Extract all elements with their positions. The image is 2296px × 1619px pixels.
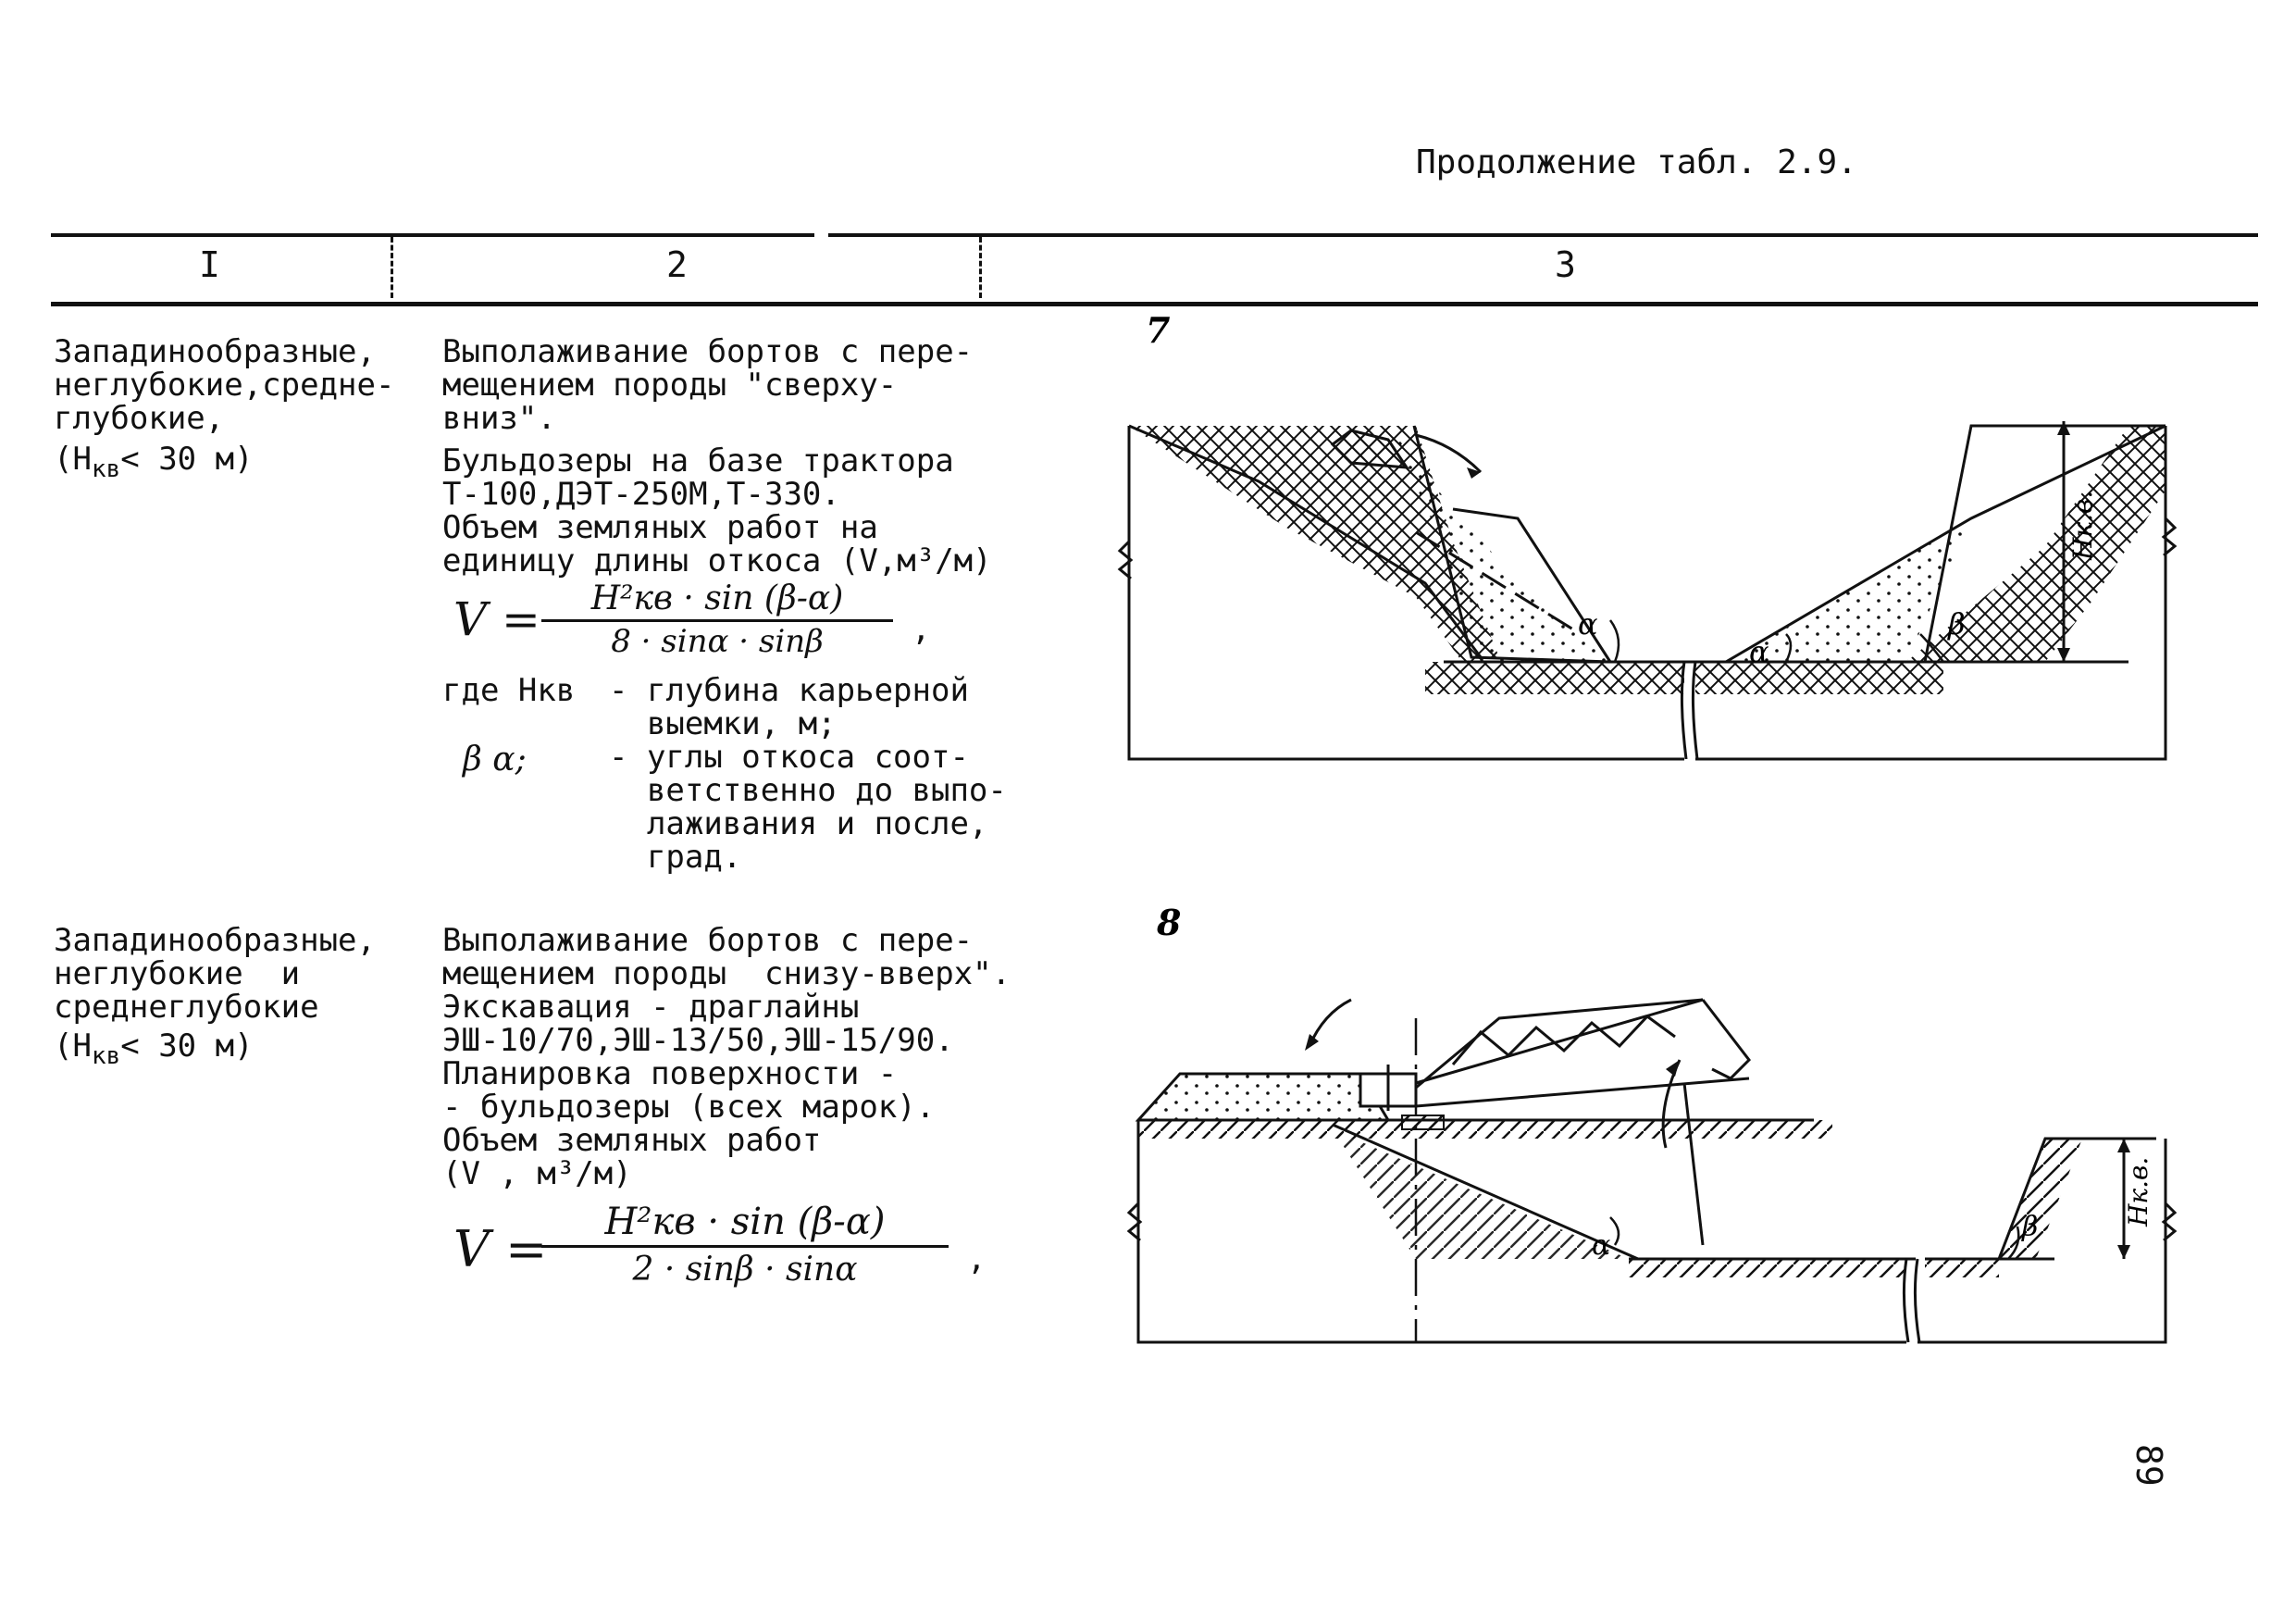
row1-type-line: глубокие, bbox=[54, 400, 225, 437]
figure-7-alpha-right: α bbox=[1749, 634, 1769, 669]
figure-8-diagram bbox=[1111, 898, 2295, 1361]
table-continuation-title: Продолжение табл. 2.9. bbox=[1416, 143, 1857, 181]
row2-formula-denominator: 2 · sinβ · sinα bbox=[632, 1251, 858, 1289]
figure-8-height-label: Нк.в. bbox=[2123, 1156, 2153, 1227]
row1-formula-fraction bbox=[541, 579, 893, 661]
column-header-1: I bbox=[199, 244, 220, 285]
column-divider bbox=[979, 237, 982, 298]
row1-type-line: неглубокие,средне- bbox=[54, 367, 395, 404]
row2-condition: ($H_{кв}< 30$ м) bbox=[54, 1027, 254, 1070]
row1-condition: ($H_{кв}< 30$ м) bbox=[54, 441, 254, 483]
column-header-2: 2 bbox=[666, 244, 688, 285]
figure-7-diagram bbox=[1111, 305, 2295, 787]
row1-angles-text: - углы откоса соот- ветственно до выпо- лаживания и после, град. bbox=[609, 739, 1007, 876]
column-divider bbox=[391, 237, 393, 298]
row1-angles-label: β α; bbox=[463, 741, 527, 778]
page-number: 89 bbox=[2128, 1444, 2169, 1487]
row2-formula-lhs: V = bbox=[453, 1220, 548, 1278]
figure-7-beta: β bbox=[1948, 606, 1966, 641]
row1-formula-lhs: V = bbox=[453, 592, 540, 646]
row1-where-text: - глубина карьерной выемки, м; bbox=[609, 672, 969, 742]
figure-8-beta: β bbox=[2022, 1211, 2039, 1243]
figure-8-number: 8 bbox=[1157, 902, 1182, 943]
row1-equipment: Бульдозеры на базе трактора Т-100,ДЭТ-250М,Т-330. Объем земляных работ на единицу длины откоса (V,м³/м) bbox=[442, 442, 992, 579]
row2-formula-numerator: H²кв · sin (β-α) bbox=[604, 1201, 886, 1243]
row1-where-label: где Hкв bbox=[442, 672, 576, 709]
column-header-3: 3 bbox=[1555, 244, 1576, 285]
row1-method: Выполаживание бортов с пере- мещением породы "сверху- вниз". bbox=[442, 333, 974, 437]
header-top-rule bbox=[51, 233, 814, 237]
row1-formula-tail: , bbox=[912, 611, 931, 648]
row1-formula-denominator: 8 · sinα · sinβ bbox=[611, 623, 824, 660]
row2-type: Западинообразные, неглубокие и среднеглубокие bbox=[54, 922, 376, 1026]
header-top-rule-right bbox=[828, 233, 2258, 237]
row1-type bbox=[54, 335, 394, 435]
figure-7-number: 7 bbox=[1146, 309, 1171, 351]
figure-7-alpha: α bbox=[1578, 606, 1598, 641]
figure-7-height-label: Нк.в. bbox=[2067, 490, 2098, 560]
figure-8-alpha: α bbox=[1592, 1229, 1611, 1262]
row2-formula-tail: , bbox=[967, 1240, 987, 1277]
row1-type-line: Западинообразные, bbox=[54, 333, 376, 370]
row2-method: Выполаживание бортов с пере- мещением породы снизу-вверх". Экскавация - драглайны ЭШ-10/70,ЭШ-13/50,ЭШ-15/90. Планировка поверхности - - бульдозеры (всех марок). Объем земляных работ (V , м³/м) bbox=[442, 922, 1011, 1192]
row1-formula-numerator: H²кв · sin (β-α) bbox=[590, 579, 844, 617]
row2-formula-fraction bbox=[541, 1199, 949, 1292]
